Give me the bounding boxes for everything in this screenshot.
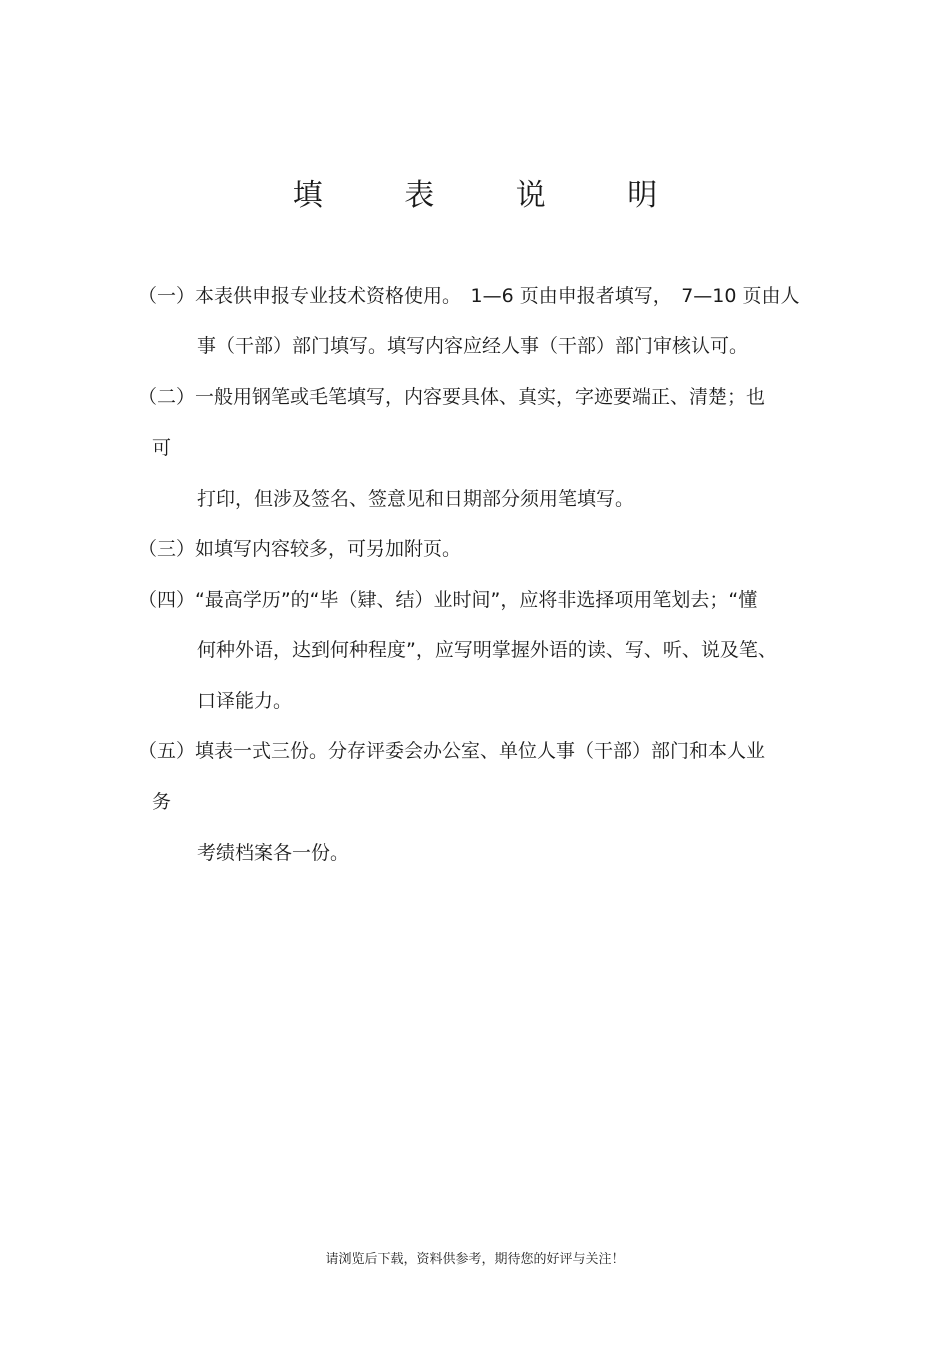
instruction-4-line-3: 口译能力。 [197, 690, 293, 712]
instruction-4-line-2: 何种外语，达到何种程度”，应写明掌握外语的读、写、听、说及笔、 [197, 639, 777, 661]
instruction-5-line-1: （五）填表一式三份。分存评委会办公室、单位人事（干部）部门和本人业 [138, 740, 766, 762]
instruction-2-line-3: 打印，但涉及签名、签意见和日期部分须用笔填写。 [197, 488, 635, 510]
instruction-3-line-1: （三）如填写内容较多，可另加附页。 [138, 538, 462, 560]
page-footer: 请浏览后下载，资料供参考，期待您的好评与关注！ [325, 1252, 625, 1267]
page-title: 填 表 说 明 [292, 178, 694, 213]
instruction-2-line-1: （二）一般用钢笔或毛笔填写，内容要具体、真实，字迹要端正、清楚；也 [138, 386, 766, 408]
instruction-2-line-2: 可 [152, 437, 172, 459]
instruction-1-line-1: （一）本表供申报专业技术资格使用。 1—6 页由申报者填写， 7—10 页由人 [138, 285, 800, 307]
instruction-1-line-2: 事（干部）部门填写。填写内容应经人事（干部）部门审核认可。 [197, 335, 749, 357]
instruction-5-line-3: 考绩档案各一份。 [197, 842, 350, 864]
instruction-4-line-1: （四）“最高学历”的“毕（肄、结）业时间”，应将非选择项用笔划去；“懂 [138, 589, 758, 611]
instruction-5-line-2: 务 [152, 791, 172, 813]
